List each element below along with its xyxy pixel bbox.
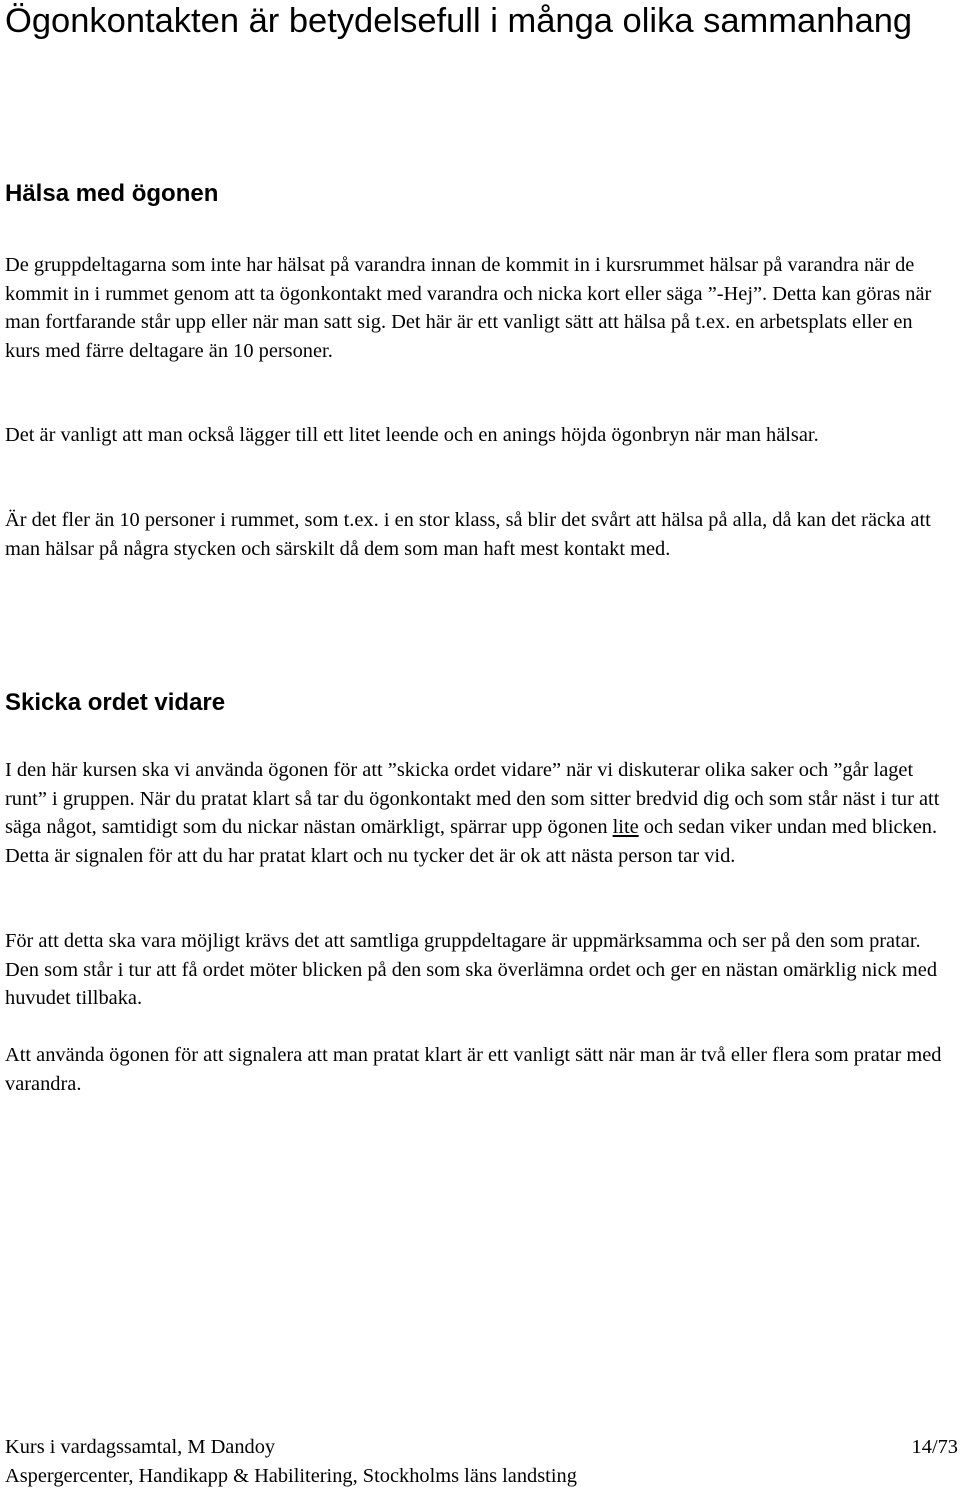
paragraph-common-way: Att använda ögonen för att signalera att man pratat klart är ett vanligt sätt när man är två eller flera som pratar med varandra. <box>5 1044 942 1095</box>
section-heading-skicka-ordet-vidare: Skicka ordet vidare <box>5 689 226 716</box>
page-footer <box>5 1433 960 1491</box>
paragraph-signal: Detta är signalen för att du har pratat klart och nu tycker det är ok att nästa person tar vid. <box>5 844 736 867</box>
paragraph-attention: För att detta ska vara möjligt krävs det att samtliga gruppdeltagare är uppmärksamma och ser på den som pratar. Den som står i tur att få ordet möter blicken på den som ska överlämna ordet och ger en nästan omärklig nick med huvudet tillbaka. <box>5 930 938 1009</box>
footer-course: Kurs i vardagssamtal, M Dandoy <box>5 1436 276 1458</box>
footer-organization: Aspergercenter, Handikapp & Habilitering, Stockholms läns landsting <box>5 1465 577 1487</box>
section-heading-halsa-med-ogonen: Hälsa med ögonen <box>5 180 219 207</box>
paragraph-smile: Det är vanligt att man också lägger till ett litet leende och en anings höjda ögonbryn när man hälsar. <box>5 424 819 446</box>
paragraph-large-groups: Är det fler än 10 personer i rummet, som t.ex. i en stor klass, så blir det svårt att hälsa på alla, då kan det räcka att man hälsar på några stycken och särskilt då dem som man haft mest kontakt med. <box>5 509 931 560</box>
page-title: Ögonkontakten är betydelsefull i många olika sammanhang <box>5 2 913 40</box>
footer-page-number: 14/73 <box>911 1436 958 1458</box>
underlined-word: lite <box>612 816 639 838</box>
footer-line-1 <box>5 1433 960 1462</box>
text-segment: I den här kursen ska vi använda ögonen för att ”skicka ordet vidare” när vi diskuterar olika saker och ”går laget runt” i gruppen. När du pratat klart så tar du ögonkontakt med den som sitter bredvid dig och som står näst i tur att säga något, samtidigt som du nickar nästan omärkligt, spärrar upp ögonen <box>5 759 940 838</box>
paragraph-pass-the-word <box>5 756 950 870</box>
paragraph-pass-the-word-main <box>5 756 950 842</box>
paragraph-greeting: De gruppdeltagarna som inte har hälsat på varandra innan de kommit in i kursrummet hälsar på varandra när de kommit in i rummet genom att ta ögonkontakt med varandra och nicka kort eller säga ”-Hej”. Detta kan göras när man fortfarande står upp eller när man satt sig. Det här är ett vanligt sätt att hälsa på t.ex. en arbetsplats eller en kurs med färre deltagare än 10 personer. <box>5 254 932 362</box>
text-segment: och sedan viker undan med blicken. <box>638 816 938 838</box>
